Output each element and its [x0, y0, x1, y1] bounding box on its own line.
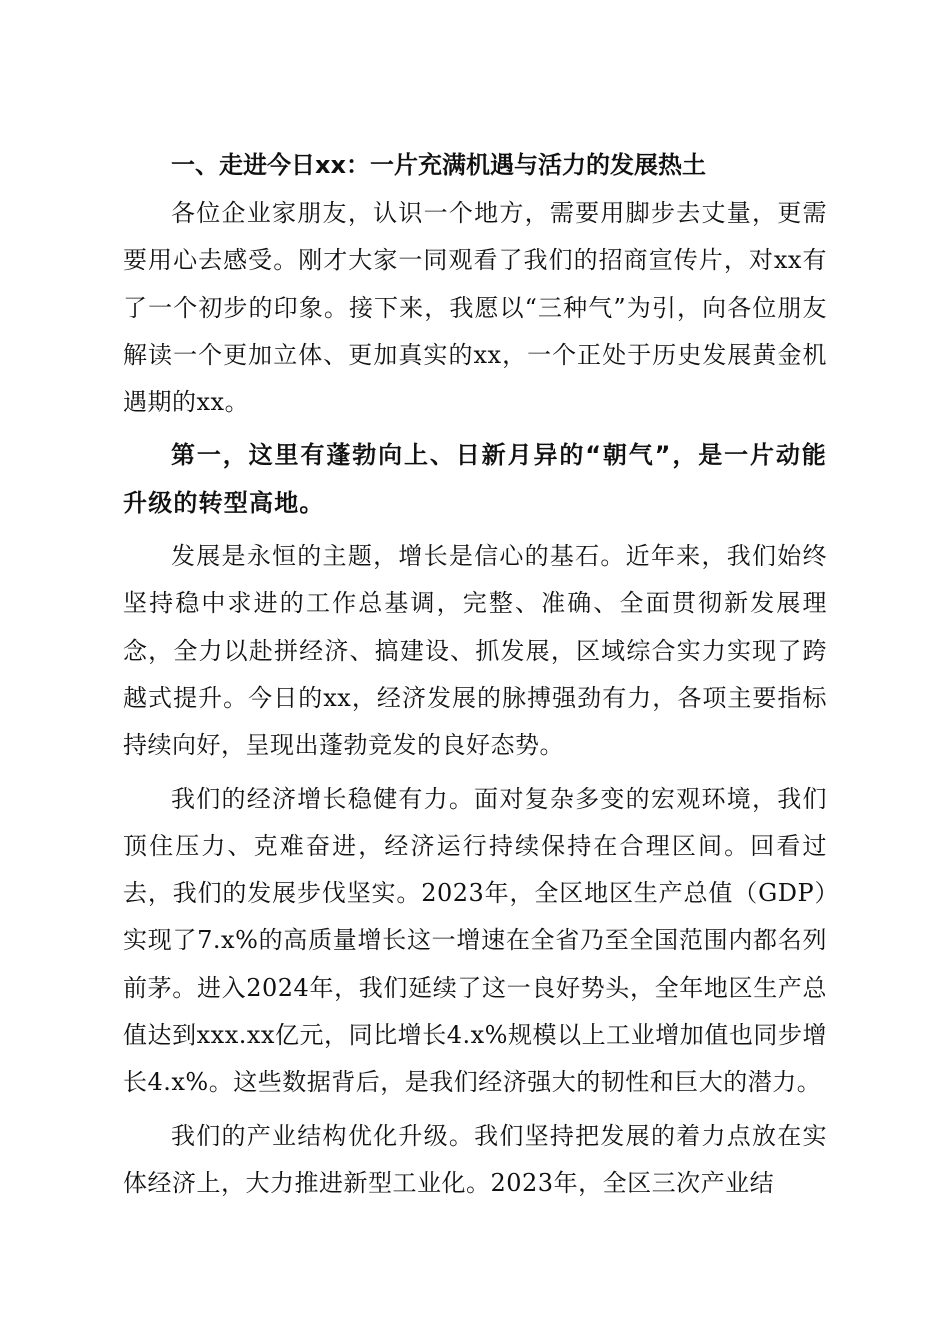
paragraph-industry-structure: 我们的产业结构优化升级。我们坚持把发展的着力点放在实体经济上，大力推进新型工业化。2023年，全区三次产业结	[123, 1121, 827, 1197]
paragraph-point-one: 第一，这里有蓬勃向上、日新月异的“朝气”，是一片动能升级的转型高地。	[123, 441, 827, 517]
paragraph-intro: 各位企业家朋友，认识一个地方，需要用脚步去丈量，更需要用心去感受。刚才大家一同观看了我们的招商宣传片，对xx有了一个初步的印象。接下来，我愿以“三种气”为引，向各位朋友解读一个更加立体、更加真实的xx，一个正处于历史发展黄金机遇期的xx。	[123, 199, 827, 417]
paragraph-development: 发展是永恒的主题，增长是信心的基石。近年来，我们始终坚持稳中求进的工作总基调，完整、准确、全面贯彻新发展理念，全力以赴拼经济、搞建设、抓发展，区域综合实力实现了跨越式提升。今日的xx，经济发展的脉搏强劲有力，各项主要指标持续向好，呈现出蓬勃竞发的良好态势。	[123, 542, 827, 760]
document-body	[123, 142, 827, 1207]
paragraph-economic-growth: 我们的经济增长稳健有力。面对复杂多变的宏观环境，我们顶住压力、克难奋进，经济运行持续保持在合理区间。回看过去，我们的发展步伐坚实。2023年，全区地区生产总值（GDP）实现了7.x%的高质量增长这一增速在全省乃至全国范围内都名列前茅。进入2024年，我们延续了这一良好势头，全年地区生产总值达到xxx.xx亿元，同比增长4.x%规模以上工业增加值也同步增长4.x%。这些数据背后，是我们经济强大的韧性和巨大的潜力。	[123, 784, 827, 1097]
section-heading: 一、走进今日xx：一片充满机遇与活力的发展热土	[171, 151, 706, 179]
